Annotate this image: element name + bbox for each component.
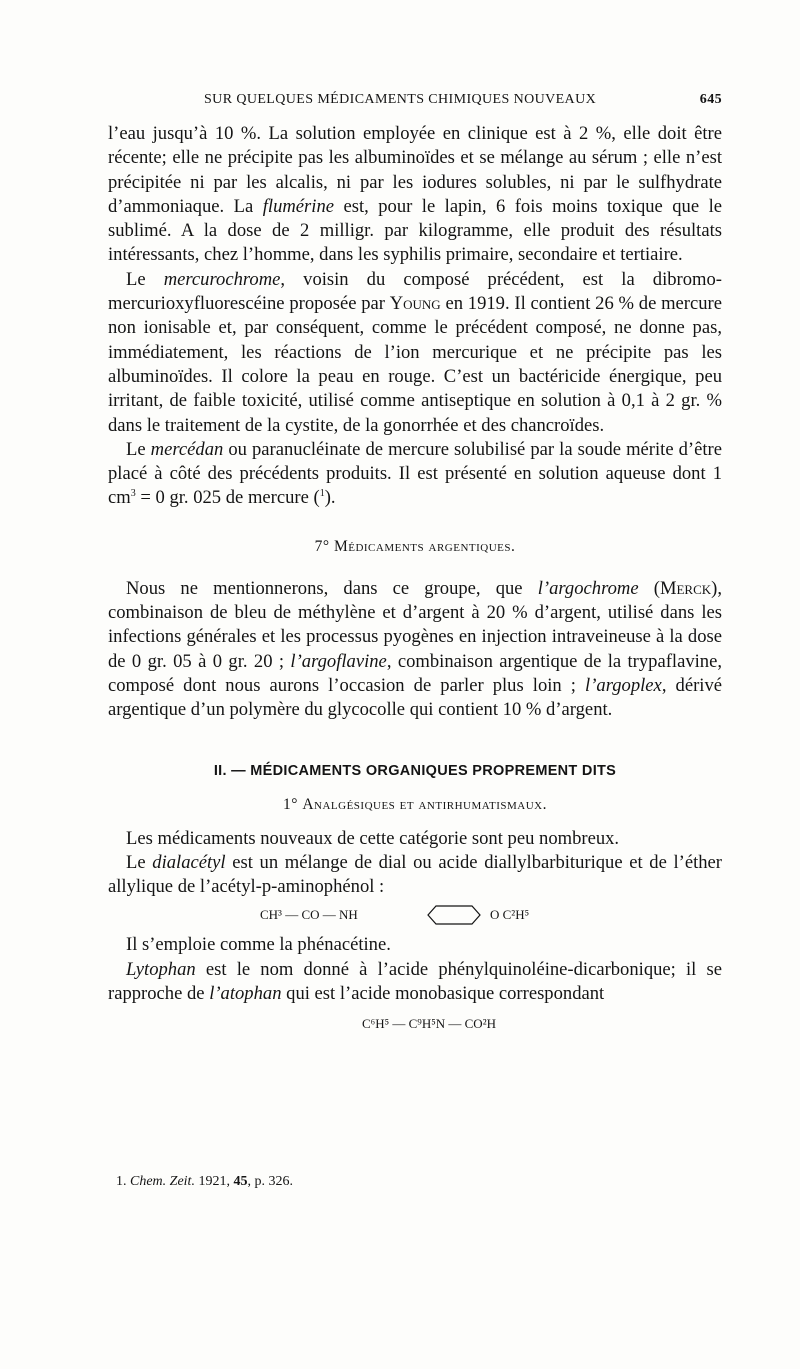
benzene-ring-icon (426, 903, 482, 927)
term-mercedan: mercédan (150, 438, 224, 460)
text-run: Le (126, 268, 164, 290)
paragraph-mercedan (108, 438, 722, 511)
term-argoflavine: l’argoflavine (290, 650, 387, 672)
running-title: SUR QUELQUES MÉDICAMENTS CHIMIQUES NOUVEAUX (204, 92, 597, 107)
text-run: Nous ne mentionnerons, dans ce groupe, que (126, 577, 538, 599)
paragraph-mercurochrome (108, 268, 722, 438)
text-run: = 0 gr. 025 de mercure ( (135, 487, 320, 509)
footnote (116, 1172, 293, 1192)
paragraph-flumerine (108, 122, 722, 268)
text-run: , p. 326. (247, 1174, 293, 1189)
term-lytophan: Lytophan (126, 958, 196, 980)
section-title: Analgésiques et antirhumatismaux. (302, 795, 547, 813)
text-run: qui est l’acide monobasique correspondant (281, 983, 605, 1005)
formula-right: O C²H⁵ (490, 907, 530, 923)
text-run: ), combinaison de bleu de méthylène et d’argent à 20 % d’argent, utilisé dans les infections générales et les processus pyogènes en injection intraveineuse à la dose de 0 gr. 05 à 0 gr. 20 ; (108, 577, 722, 672)
text-run: est un mélange de dial ou acide diallylbarbiturique et de l’éther allylique de l’acétyl-p-aminophénol : (108, 851, 722, 898)
superscript: 3 (130, 488, 136, 500)
term-argochrome: l’argochrome (537, 577, 639, 599)
text-run: ou paranucléinate de mercure solubilisé par la soude mérite d’être placé à côté des précédents produits. Il est présenté en solution aqueuse dont 1 cm (108, 438, 722, 509)
text-run: ). (324, 487, 336, 509)
footnote-number: 1. (116, 1174, 127, 1189)
section-title: Médicaments argentiques. (333, 537, 516, 555)
text-run: est, pour le lapin, 6 fois moins toxique que le sublimé. A la dose de 2 milligr. par kilogramme, elle produit des résultats intéressants, chez l’homme, dans les syphilis primaire, secondaire et tertiaire. (108, 195, 722, 266)
formula-dialacetyl (108, 899, 722, 933)
formula-left: CH³ — CO — NH (260, 907, 358, 923)
text-run: 1921, (194, 1174, 234, 1189)
section-heading-analgesiques (108, 793, 722, 817)
text-run: en 1919. Il contient 26 % de mercure non ionisable et, par conséquent, comme le précédent composé, ne donne pas, immédiatement, les réactions de l’ion mercurique et ne précipite pas les albuminoïdes. Il colore la peau en rouge. C’est un bactéricide énergique, peu irritant, de faible toxicité, utilisé comme antiseptique en solution à 0,1 à 2 gr. % dans le traitement de la cystite, de la gonorrhée et des chancroïdes. (108, 293, 722, 436)
brand-name: Merck (659, 577, 712, 599)
formula-atophan: C⁶H⁵ — C⁹H⁵N — CO²H (362, 1016, 496, 1032)
author-name: Young (389, 293, 441, 315)
text-run: ( (638, 577, 660, 599)
paragraph-lytophan (108, 958, 722, 1007)
text-run: Le (126, 851, 153, 873)
page-body (108, 122, 722, 1036)
text-run: , voisin du composé précédent, est la dibromo-mercurioxyfluorescéine proposée par (108, 268, 722, 315)
paragraph-phenacetine: Il s’emploie comme la phénacétine. (126, 934, 391, 956)
page-number: 645 (699, 92, 722, 107)
paragraph-intro: Les médicaments nouveaux de cette catégorie sont peu nombreux. (126, 827, 620, 849)
section-number: 1° (283, 795, 298, 813)
paragraph-argochrome (108, 577, 722, 723)
volume-number: 45 (233, 1174, 248, 1189)
text-run: , dérivé argentique d’un polymère du glycocolle qui contient 10 % d’argent. (108, 674, 722, 721)
section-heading-argentiques (108, 535, 722, 559)
term-argoplex: l’argoplex (585, 674, 662, 696)
section-number: 7° (314, 537, 330, 555)
term-atophan: l’atophan (209, 983, 282, 1005)
text-run: est le nom donné à l’acide phénylquinoléine-dicarbonique; il se rapproche de (108, 958, 722, 1005)
footnote-ref: 1 (319, 488, 325, 500)
text-run: , combinaison argentique de la trypaflavine, composé dont nous aurons l’occasion de parler plus loin ; (108, 650, 722, 696)
text-run: l’eau jusqu’à 10 %. La solution employée en clinique est à 2 %, elle doit être récente; elle ne précipite pas les albuminoïdes et se mélange au sérum ; elle n’est précipitée ni par les alcalis, ni par les iodures solubles, ni par le sulfhydrate d’ammoniaque. La (108, 123, 722, 217)
paragraph-dialacetyl (108, 851, 722, 900)
term-dialacetyl: dialacétyl (152, 851, 226, 873)
term-mercurochrome: mercurochrome (163, 268, 281, 290)
term-flumerine: flumérine (262, 195, 334, 217)
journal-name: Chem. Zeit. (130, 1174, 195, 1189)
part-heading: II. — MÉDICAMENTS ORGANIQUES PROPREMENT DITS (213, 762, 617, 779)
text-run: Le (126, 438, 151, 460)
